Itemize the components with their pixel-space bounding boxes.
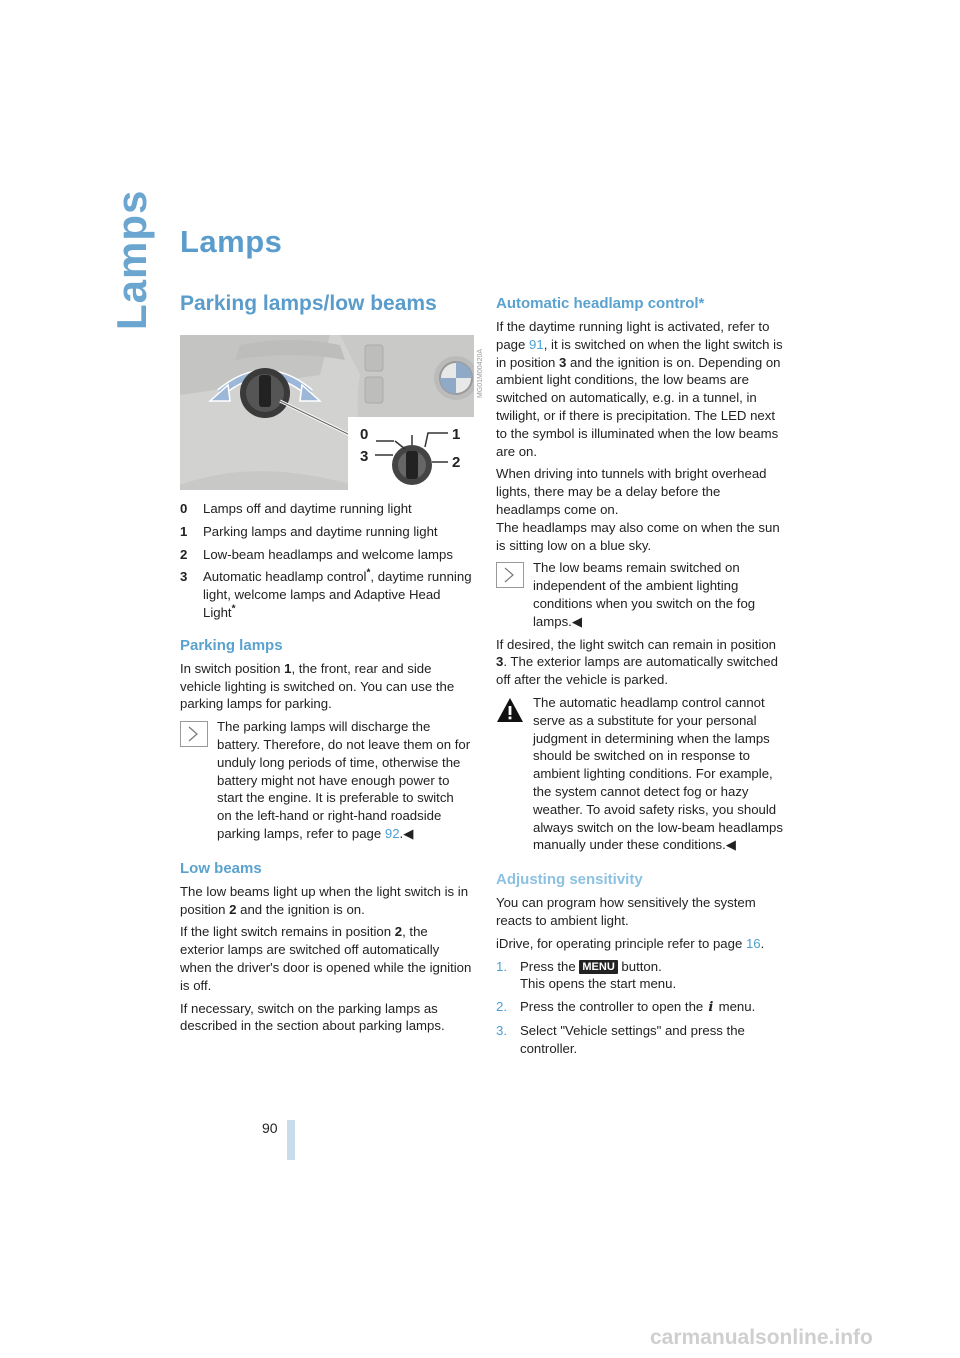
legend-item: 1 Parking lamps and daytime running light [180,523,438,539]
left-column [180,500,472,1040]
parking-lamps-text: In switch position 1, the front, rear and side vehicle lighting is switched on. You can use the parking lamps for parking. [180,660,455,712]
info-icon: i [708,1000,714,1016]
list-item: 2. Press the controller to open the i menu. [496,999,756,1016]
auto-headlamp-heading: Automatic headlamp control* [496,295,705,312]
auto-text-3: The headlamps may also come on when the sun is sitting low on a blue sky. [496,519,780,553]
list-item: 1. Press the MENU button. This opens the start menu. [496,958,677,992]
page-marker-bar [287,1120,295,1160]
auto-text-1: If the daytime running light is activated, refer to page 91, it is switched on when the light switch is in position 3 and the ignition is on. Depending on ambient light conditions, the low beams are switched on automatically, e.g. in a tunnel, in twilight, or if there is precipitation. The LED next to the symbol is illuminated when the low beams are on. [496,319,783,459]
figure-label-2: 2 [452,454,461,471]
legend-item: 3 Automatic headlamp control*, daytime running light, welcome lamps and Adaptive Head Light* [180,568,472,620]
side-tab: Lamps [108,189,155,330]
figure-label-0: 0 [360,426,369,443]
light-switch-figure [180,335,474,490]
parking-note: The parking lamps will discharge the battery. Therefore, do not leave them on for unduly long periods of time, otherwise the battery might not have enough power to start the engine. It is preferable to switch on the left-hand or right-hand roadside parking lamps, refer to page 92.◀ [180,718,472,843]
fog-note: The low beams remain switched on independent of the ambient lighting conditions when you switch on the fog lamps.◀ [496,559,788,630]
note-icon [180,721,208,747]
figure-label-1: 1 [452,426,461,443]
light-switch-illustration [180,335,474,490]
sensitivity-heading: Adjusting sensitivity [496,871,643,889]
parking-lamps-heading: Parking lamps [180,636,283,654]
page-link-16[interactable]: 16 [745,935,761,951]
sensitivity-text-2: iDrive, for operating principle refer to page 16. [496,935,765,951]
warning-icon [496,697,524,723]
auto-text-2: When driving into tunnels with bright overhead lights, there may be a delay before the headlamps come on. [496,466,767,517]
page-link-91[interactable]: 91 [529,336,544,352]
figure-label-3: 3 [360,448,369,465]
menu-button-icon: MENU [579,960,617,974]
watermark: carmanualsonline.info [650,1326,873,1349]
sensitivity-text-1: You can program how sensitively the system reacts to ambient light. [496,895,756,928]
low-beams-text-2: If the light switch remains in position 2, the exterior lamps are switched off automatically when the driver's door is opened while the ignition is off. [180,924,472,993]
warning-note: The automatic headlamp control cannot serve as a substitute for your personal judgment in determining when the lamps should be switched on in response to ambient lighting conditions. For example, the system cannot detect fog or hazy weather. To avoid safety risks, you should always switch on the low-beam headlamps manually under these conditions.◀ [496,694,788,854]
page-link-92[interactable]: 92 [384,825,400,841]
page-number: 90 [262,1120,278,1136]
legend-item: 0 Lamps off and daytime running light [180,501,412,516]
list-item: 3. Select "Vehicle settings" and press the controller. [496,1022,745,1056]
low-beams-heading: Low beams [180,859,262,877]
note-icon [496,562,524,588]
page-title: Lamps [180,224,283,259]
right-column [496,294,788,1062]
auto-text-4: If desired, the light switch can remain in position 3. The exterior lamps are automatically switched off after the vehicle is parked. [496,636,778,688]
section-title: Parking lamps/low beams [180,292,437,315]
low-beams-text-3: If necessary, switch on the parking lamps as described in the section about parking lamps. [180,1000,445,1034]
legend-item: 2 Low-beam headlamps and welcome lamps [180,546,453,562]
low-beams-text-1: The low beams light up when the light switch is in position 2 and the ignition is on. [180,883,469,917]
figure-code: MG01M00420A [477,348,484,398]
